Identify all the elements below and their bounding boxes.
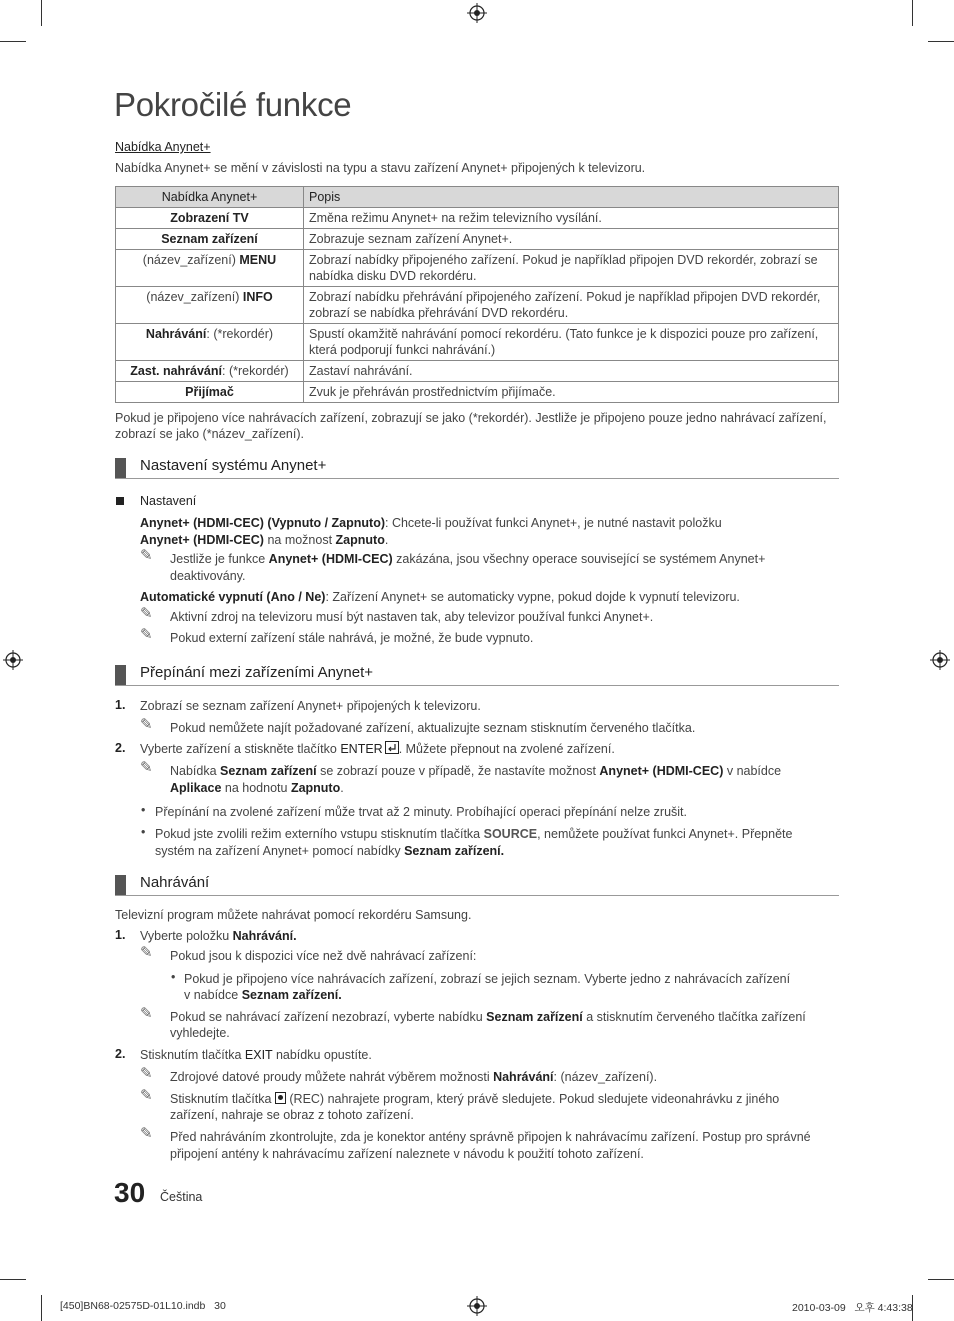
enter-icon: [385, 741, 399, 754]
step-number: 1.: [115, 698, 126, 712]
note-text: se zobrazí pouze v případě, že nastavíte možnost: [316, 764, 600, 778]
source-label: SOURCE: [483, 827, 538, 841]
note-line2: připojení antény k nahrávacímu zařízení naleznete v návodu k použití tohoto zařízení.: [170, 1147, 644, 1161]
table-header-cell: Nabídka Anynet+: [116, 187, 304, 208]
note-text: na hodnotu: [221, 781, 291, 795]
crop-mark: [41, 0, 42, 26]
table-row: [116, 229, 839, 250]
note-line: [170, 1069, 657, 1086]
registration-mark-icon: [930, 650, 950, 670]
description-cell: Zobrazí nabídky připojeného zařízení. Pokud je například připojen DVD rekordér, zobrazí se nabídka disku DVD rekordéru.: [304, 250, 839, 287]
table-row: [116, 324, 839, 361]
cec-value: Zapnuto: [335, 533, 385, 547]
recorder-note-line1: Pokud je připojeno více nahrávacích zařízení, zobrazují se jako (*rekordér). Jestliže je připojeno pouze jedno nahrávací zařízení,: [115, 411, 827, 425]
table-row: [116, 287, 839, 324]
anynet-menu-table: [115, 186, 839, 403]
note-line: Pokud nemůžete najít požadované zařízení, aktualizujte seznam stisknutím červeného tlačítka.: [170, 721, 696, 735]
note-line: [170, 763, 781, 780]
note-bold: Anynet+ (HDMI-CEC): [599, 764, 724, 778]
bullet-text-line2: [155, 843, 504, 860]
section-title: Přepínání mezi zařízeními Anynet+: [140, 664, 374, 681]
note-text: .: [340, 781, 344, 795]
section-bar: [115, 875, 126, 895]
footer-file: [450]BN68-02575D-01L10.indb 30: [60, 1300, 226, 1312]
description-cell: Změna režimu Anynet+ na režim televizního vysílání.: [304, 208, 839, 229]
step-text-part: Stisknutím tlačítka: [140, 1048, 245, 1062]
menu-item-label: MENU: [239, 253, 277, 267]
note-text: Zdrojové datové proudy můžete nahrát výběrem možnosti: [170, 1070, 494, 1084]
note-line2: zařízení, nahraje se obraz z tohoto zařízení.: [170, 1108, 414, 1122]
auto-off-text: : Zařízení Anynet+ se automaticky vypne, pokud dojde k vypnutí televizoru.: [325, 590, 740, 604]
cec-dot: .: [384, 533, 389, 547]
menu-item-cell: [116, 250, 304, 287]
cec-line1: [140, 515, 722, 532]
menu-item-cell: [116, 208, 304, 229]
menu-item-suffix: : (*rekordér): [206, 327, 274, 341]
enter-label: ENTER: [340, 742, 383, 756]
description-cell: Zvuk je přehráván prostřednictvím přijímače.: [304, 382, 839, 403]
note-text: v nabídce: [723, 764, 782, 778]
crop-mark: [912, 0, 913, 26]
menu-item-suffix: : (*rekordér): [222, 364, 289, 378]
note-text: a stisknutím červeného tlačítka zařízení: [582, 1010, 806, 1024]
crop-mark: [0, 41, 26, 42]
recorder-note-line2: zobrazí se jako (*název_zařízení).: [115, 427, 304, 441]
crop-mark: [928, 1279, 954, 1280]
note-text: Pokud se nahrávací zařízení nezobrazí, vyberte nabídku: [170, 1010, 487, 1024]
page-title: Pokročilé funkce: [114, 86, 352, 123]
note-text: Jestliže je funkce: [170, 552, 269, 566]
menu-item-label: Zobrazení TV: [170, 211, 249, 225]
menu-heading: Nabídka Anynet+: [115, 140, 211, 154]
note-text: Nabídka: [170, 764, 221, 778]
table-header-row: [116, 187, 839, 208]
menu-item-cell: [116, 382, 304, 403]
pencil-note-icon: ✎: [140, 626, 153, 643]
menu-item-label: Seznam zařízení: [161, 232, 258, 246]
footer-date: 2010-03-09 오후 4:43:38: [792, 1302, 913, 1314]
pencil-note-icon: ✎: [140, 547, 153, 564]
cec-label: Anynet+ (HDMI-CEC) (Vypnuto / Zapnuto): [140, 516, 385, 530]
bullet-icon: •: [141, 825, 146, 839]
bullet-text: Přepínání na zvolené zařízení může trvat až 2 minuty. Probíhající operaci přepínání nelze zrušit.: [155, 805, 687, 819]
menu-item-label: Zast. nahrávání: [130, 364, 222, 378]
section-heading: [115, 663, 839, 686]
bullet-bold: Seznam zařízení.: [241, 988, 342, 1002]
step-text-part: . Můžete přepnout na zvolené zařízení.: [398, 742, 615, 756]
note-text: : (název_zařízení).: [553, 1070, 658, 1084]
bullet-text-line2: [184, 987, 342, 1004]
table-row: [116, 361, 839, 382]
description-cell: Zobrazí nabídku přehrávání připojeného zařízení. Pokud je například připojen DVD rekordér, zobrazí se nabídka přehrávání DVD rekordéru.: [304, 287, 839, 324]
note-text: (REC) nahrajete program, který právě sledujete. Pokud sledujete videonahrávku z jiného: [285, 1092, 780, 1106]
section-title: Nahrávání: [140, 874, 210, 891]
note-bold: Anynet+ (HDMI-CEC): [268, 552, 393, 566]
cec-text2: na možnost: [263, 533, 336, 547]
page-number: 30: [114, 1177, 146, 1208]
pencil-note-icon: ✎: [140, 1065, 153, 1082]
bullet-text-part: systém na zařízení Anynet+ pomocí nabídky: [155, 844, 405, 858]
step-number: 2.: [115, 1047, 126, 1061]
bullet-icon: •: [141, 803, 146, 817]
note-line2: [170, 780, 344, 797]
description-cell: Spustí okamžitě nahrávání pomocí rekordéru. (Tato funkce je k dispozici pouze pro zařízení, která podporují funkci nahrávání.): [304, 324, 839, 361]
section-intro: Televizní program můžete nahrávat pomocí rekordéru Samsung.: [115, 908, 472, 922]
pencil-note-icon: ✎: [140, 605, 153, 622]
cec-text: : Chcete-li používat funkci Anynet+, je nutné nastavit položku: [385, 516, 722, 530]
note-line: Aktivní zdroj na televizoru musí být nastaven tak, aby televizor používal funkci Anynet+.: [170, 610, 654, 624]
registration-mark-icon: [467, 3, 487, 23]
registration-mark-icon: [3, 650, 23, 670]
menu-item-label: Přijímač: [185, 385, 234, 399]
note-line2: vyhledejte.: [170, 1026, 230, 1040]
settings-item: Nastavení: [140, 494, 197, 508]
note-text: Stisknutím tlačítka: [170, 1092, 275, 1106]
table-row: [116, 382, 839, 403]
bullet-text-part: Pokud jste zvolili režim externího vstupu stisknutím tlačítka: [155, 827, 484, 841]
section-heading: [115, 873, 839, 896]
crop-mark: [0, 1279, 26, 1280]
cec-line2: [140, 532, 388, 549]
exit-label: EXIT: [244, 1048, 273, 1062]
table-row: [116, 208, 839, 229]
menu-item-prefix: (název_zařízení): [146, 290, 243, 304]
auto-off-line: [140, 589, 740, 606]
menu-item-label: INFO: [242, 290, 273, 304]
step-text-part: Vyberte zařízení a stiskněte tlačítko: [140, 742, 341, 756]
pencil-note-icon: ✎: [140, 944, 153, 961]
pencil-note-icon: ✎: [140, 759, 153, 776]
menu-item-cell: [116, 287, 304, 324]
menu-item-cell: [116, 361, 304, 382]
crop-mark: [41, 1295, 42, 1321]
step-number: 1.: [115, 928, 126, 942]
step-text-part: Vyberte položku: [140, 929, 233, 943]
table-row: [116, 250, 839, 287]
note-line: [170, 1091, 779, 1108]
note-bold: Nahrávání: [493, 1070, 554, 1084]
step-bold: Nahrávání.: [232, 929, 297, 943]
pencil-note-icon: ✎: [140, 1087, 153, 1104]
step-text: Zobrazí se seznam zařízení Anynet+ připojených k televizoru.: [140, 699, 481, 713]
note-line: Pokud externí zařízení stále nahrává, je možné, že bude vypnuto.: [170, 631, 534, 645]
table-header-cell: Popis: [304, 187, 839, 208]
step-text: [140, 1047, 372, 1064]
menu-intro: Nabídka Anynet+ se mění v závislosti na typu a stavu zařízení Anynet+ připojených k televizoru.: [115, 161, 646, 175]
menu-item-label: Nahrávání: [145, 327, 207, 341]
description-cell: Zobrazuje seznam zařízení Anynet+.: [304, 229, 839, 250]
note-bold: Aplikace: [170, 781, 222, 795]
bullet-bold: Seznam zařízení.: [404, 844, 505, 858]
auto-off-label: Automatické vypnutí (Ano / Ne): [140, 590, 326, 604]
note-bold: Zapnuto: [290, 781, 341, 795]
rec-icon: [275, 1092, 286, 1104]
language-label: Čeština: [160, 1190, 203, 1204]
registration-mark-icon: [467, 1296, 487, 1316]
step-text: [140, 741, 615, 758]
note-line: Před nahráváním zkontrolujte, zda je konektor antény správně připojen k nahrávacímu zařízení. Postup pro správné: [170, 1130, 811, 1144]
bullet-text-part: , nemůžete používat funkci Anynet+. Přepněte: [537, 827, 793, 841]
step-text-part: nabídku opustíte.: [272, 1048, 372, 1062]
note-bold: Seznam zařízení: [220, 764, 317, 778]
section-bar: [115, 458, 126, 478]
note-line: Pokud jsou k dispozici více než dvě nahrávací zařízení:: [170, 949, 477, 963]
section-bar: [115, 665, 126, 685]
section-heading: [115, 456, 839, 479]
menu-item-cell: [116, 324, 304, 361]
description-cell: Zastaví nahrávání.: [304, 361, 839, 382]
note-bold: Seznam zařízení: [486, 1010, 583, 1024]
note-line2: deaktivovány.: [170, 569, 246, 583]
cec-label2: Anynet+ (HDMI-CEC): [140, 533, 264, 547]
bullet-text: Pokud je připojeno více nahrávacích zařízení, zobrazí se jejich seznam. Vyberte jedno z nahrávacích zařízení: [184, 972, 791, 986]
crop-mark: [928, 41, 954, 42]
bullet-text: [155, 826, 792, 843]
pencil-note-icon: ✎: [140, 716, 153, 733]
section-title: Nastavení systému Anynet+: [140, 457, 327, 474]
menu-item-cell: [116, 229, 304, 250]
menu-item-prefix: (název_zařízení): [142, 253, 240, 267]
note-line: [170, 551, 765, 568]
square-bullet-icon: [116, 497, 124, 505]
bullet-text-part: v nabídce: [184, 988, 242, 1002]
step-number: 2.: [115, 741, 126, 755]
bullet-icon: •: [171, 970, 176, 984]
pencil-note-icon: ✎: [140, 1005, 153, 1022]
step-text: [140, 928, 297, 945]
pencil-note-icon: ✎: [140, 1125, 153, 1142]
note-line: [170, 1009, 806, 1026]
note-text: zakázána, jsou všechny operace související se systémem Anynet+: [392, 552, 766, 566]
